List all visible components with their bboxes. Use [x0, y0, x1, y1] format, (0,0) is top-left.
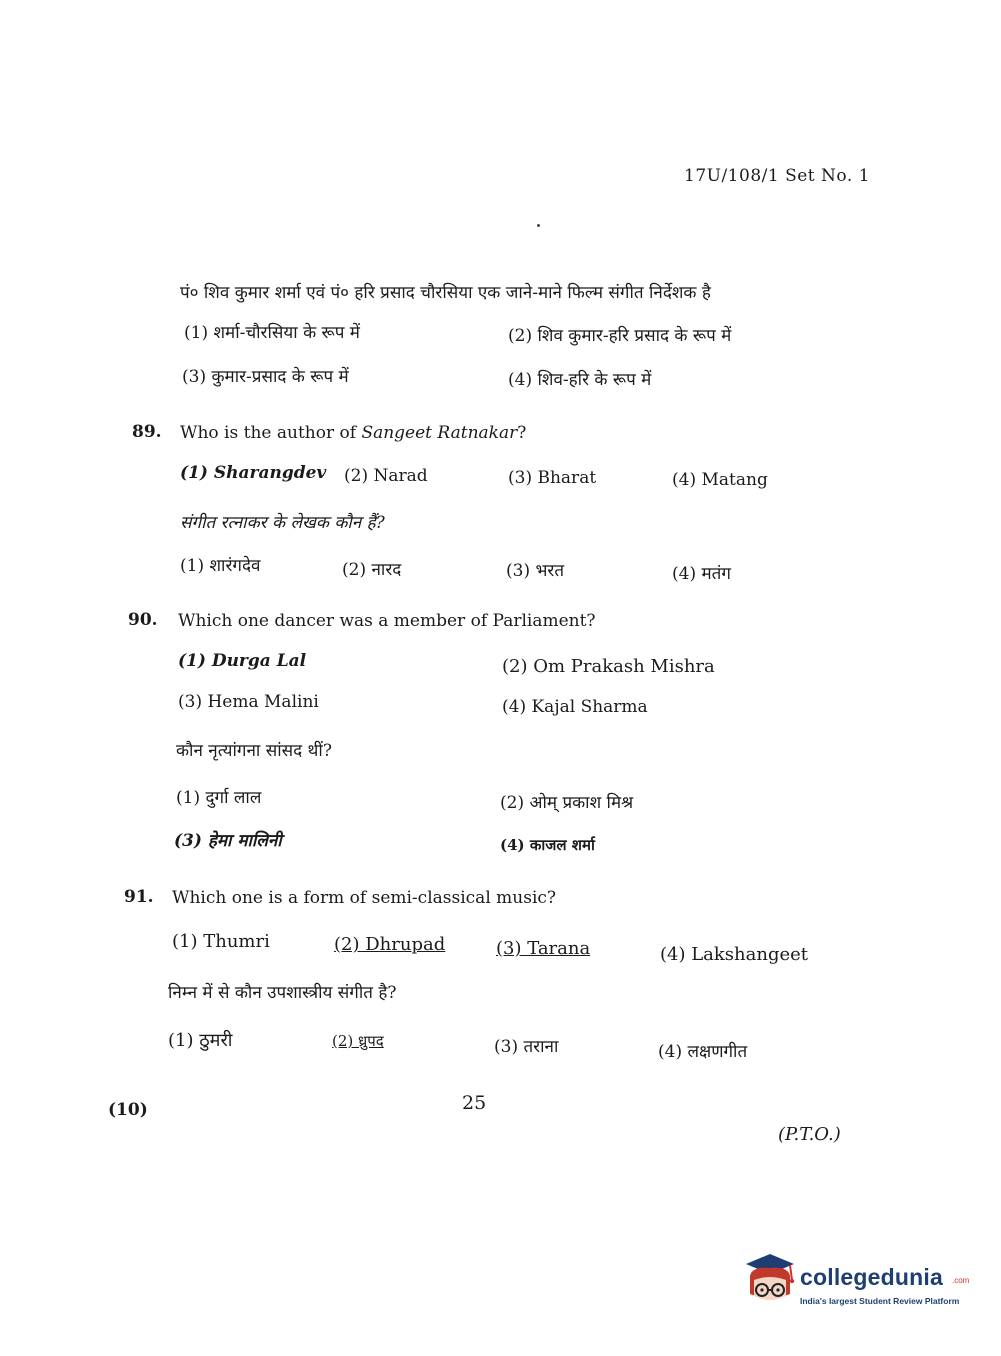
page-number: 25 [462, 1092, 487, 1114]
q88-hi-option-2: (2) शिव कुमार-हरि प्रसाद के रूप में [508, 326, 732, 346]
logo-tagline: India's largest Student Review Platform [800, 1296, 960, 1306]
logo-suffix: .com [952, 1276, 970, 1285]
q88-hi-option-1: (1) शर्मा-चौरसिया के रूप में [184, 323, 360, 343]
scan-speck [537, 224, 540, 227]
q89-option-1: (1) Sharangdev [180, 463, 327, 483]
q89-question [180, 423, 526, 443]
q89-hi-option-1: (1) शारंगदेव [180, 556, 261, 576]
q88-hindi-statement: पं० शिव कुमार शर्मा एवं पं० हरि प्रसाद चौरसिया एक जाने-माने फिल्म संगीत निर्देशक है [180, 283, 711, 303]
q90-option-3: (3) Hema Malini [178, 692, 319, 712]
paper-id: 17U/108/1 Set No. 1 [684, 166, 870, 186]
q90-question: Which one dancer was a member of Parliament? [178, 611, 596, 631]
q89-option-2: (2) Narad [344, 466, 428, 486]
q89-question-suffix: ? [517, 423, 527, 443]
collegedunia-logo [742, 1250, 972, 1320]
q90-hi-option-1: (1) दुर्गा लाल [176, 788, 262, 808]
q91-number: 91. [124, 887, 154, 907]
q89-question-prefix: Who is the author of [180, 423, 362, 443]
q89-option-3: (3) Bharat [508, 468, 597, 488]
q91-hi-option-2: (2) ध्रुपद [332, 1032, 384, 1050]
q89-hindi-question: संगीत रत्नाकर के लेखक कौन हैं? [180, 513, 385, 533]
q90-number: 90. [128, 610, 158, 630]
footer-code: (10) [108, 1100, 148, 1120]
q91-option-3: (3) Tarana [496, 938, 591, 959]
q90-option-2: (2) Om Prakash Mishra [502, 656, 715, 677]
q90-hindi-question: कौन नृत्यांगना सांसद थीं? [176, 741, 332, 761]
q89-hi-option-4: (4) मतंग [672, 564, 731, 584]
q91-hi-option-4: (4) लक्षणगीत [658, 1042, 748, 1062]
q90-hi-option-2: (2) ओम् प्रकाश मिश्र [500, 793, 634, 813]
q91-option-2: (2) Dhrupad [334, 934, 446, 955]
q91-hindi-question: निम्न में से कौन उपशास्त्रीय संगीत है? [168, 983, 397, 1003]
q91-question: Which one is a form of semi-classical music? [172, 888, 557, 908]
q88-hi-option-4: (4) शिव-हरि के रूप में [508, 370, 652, 390]
q89-option-4: (4) Matang [672, 470, 768, 490]
q89-hi-option-3: (3) भरत [506, 561, 565, 581]
q91-hi-option-1: (1) ठुमरी [168, 1030, 233, 1051]
q89-hi-option-2: (2) नारद [342, 560, 402, 580]
q90-option-4: (4) Kajal Sharma [502, 697, 648, 717]
pto-label: (P.T.O.) [778, 1124, 841, 1145]
q88-hi-option-3: (3) कुमार-प्रसाद के रूप में [182, 367, 349, 387]
q90-hi-option-4: (4) काजल शर्मा [500, 836, 595, 854]
mascot-icon [742, 1250, 798, 1320]
q90-option-1: (1) Durga Lal [178, 651, 307, 671]
q89-number: 89. [132, 422, 162, 442]
q91-hi-option-3: (3) तराना [494, 1037, 559, 1057]
q91-option-4: (4) Lakshangeet [660, 944, 809, 965]
q91-option-1: (1) Thumri [172, 931, 270, 952]
q90-hi-option-3: (3) हेमा मालिनी [174, 831, 282, 851]
q89-question-title: Sangeet Ratnakar [361, 423, 518, 443]
logo-wordmark: collegedunia [800, 1264, 943, 1290]
